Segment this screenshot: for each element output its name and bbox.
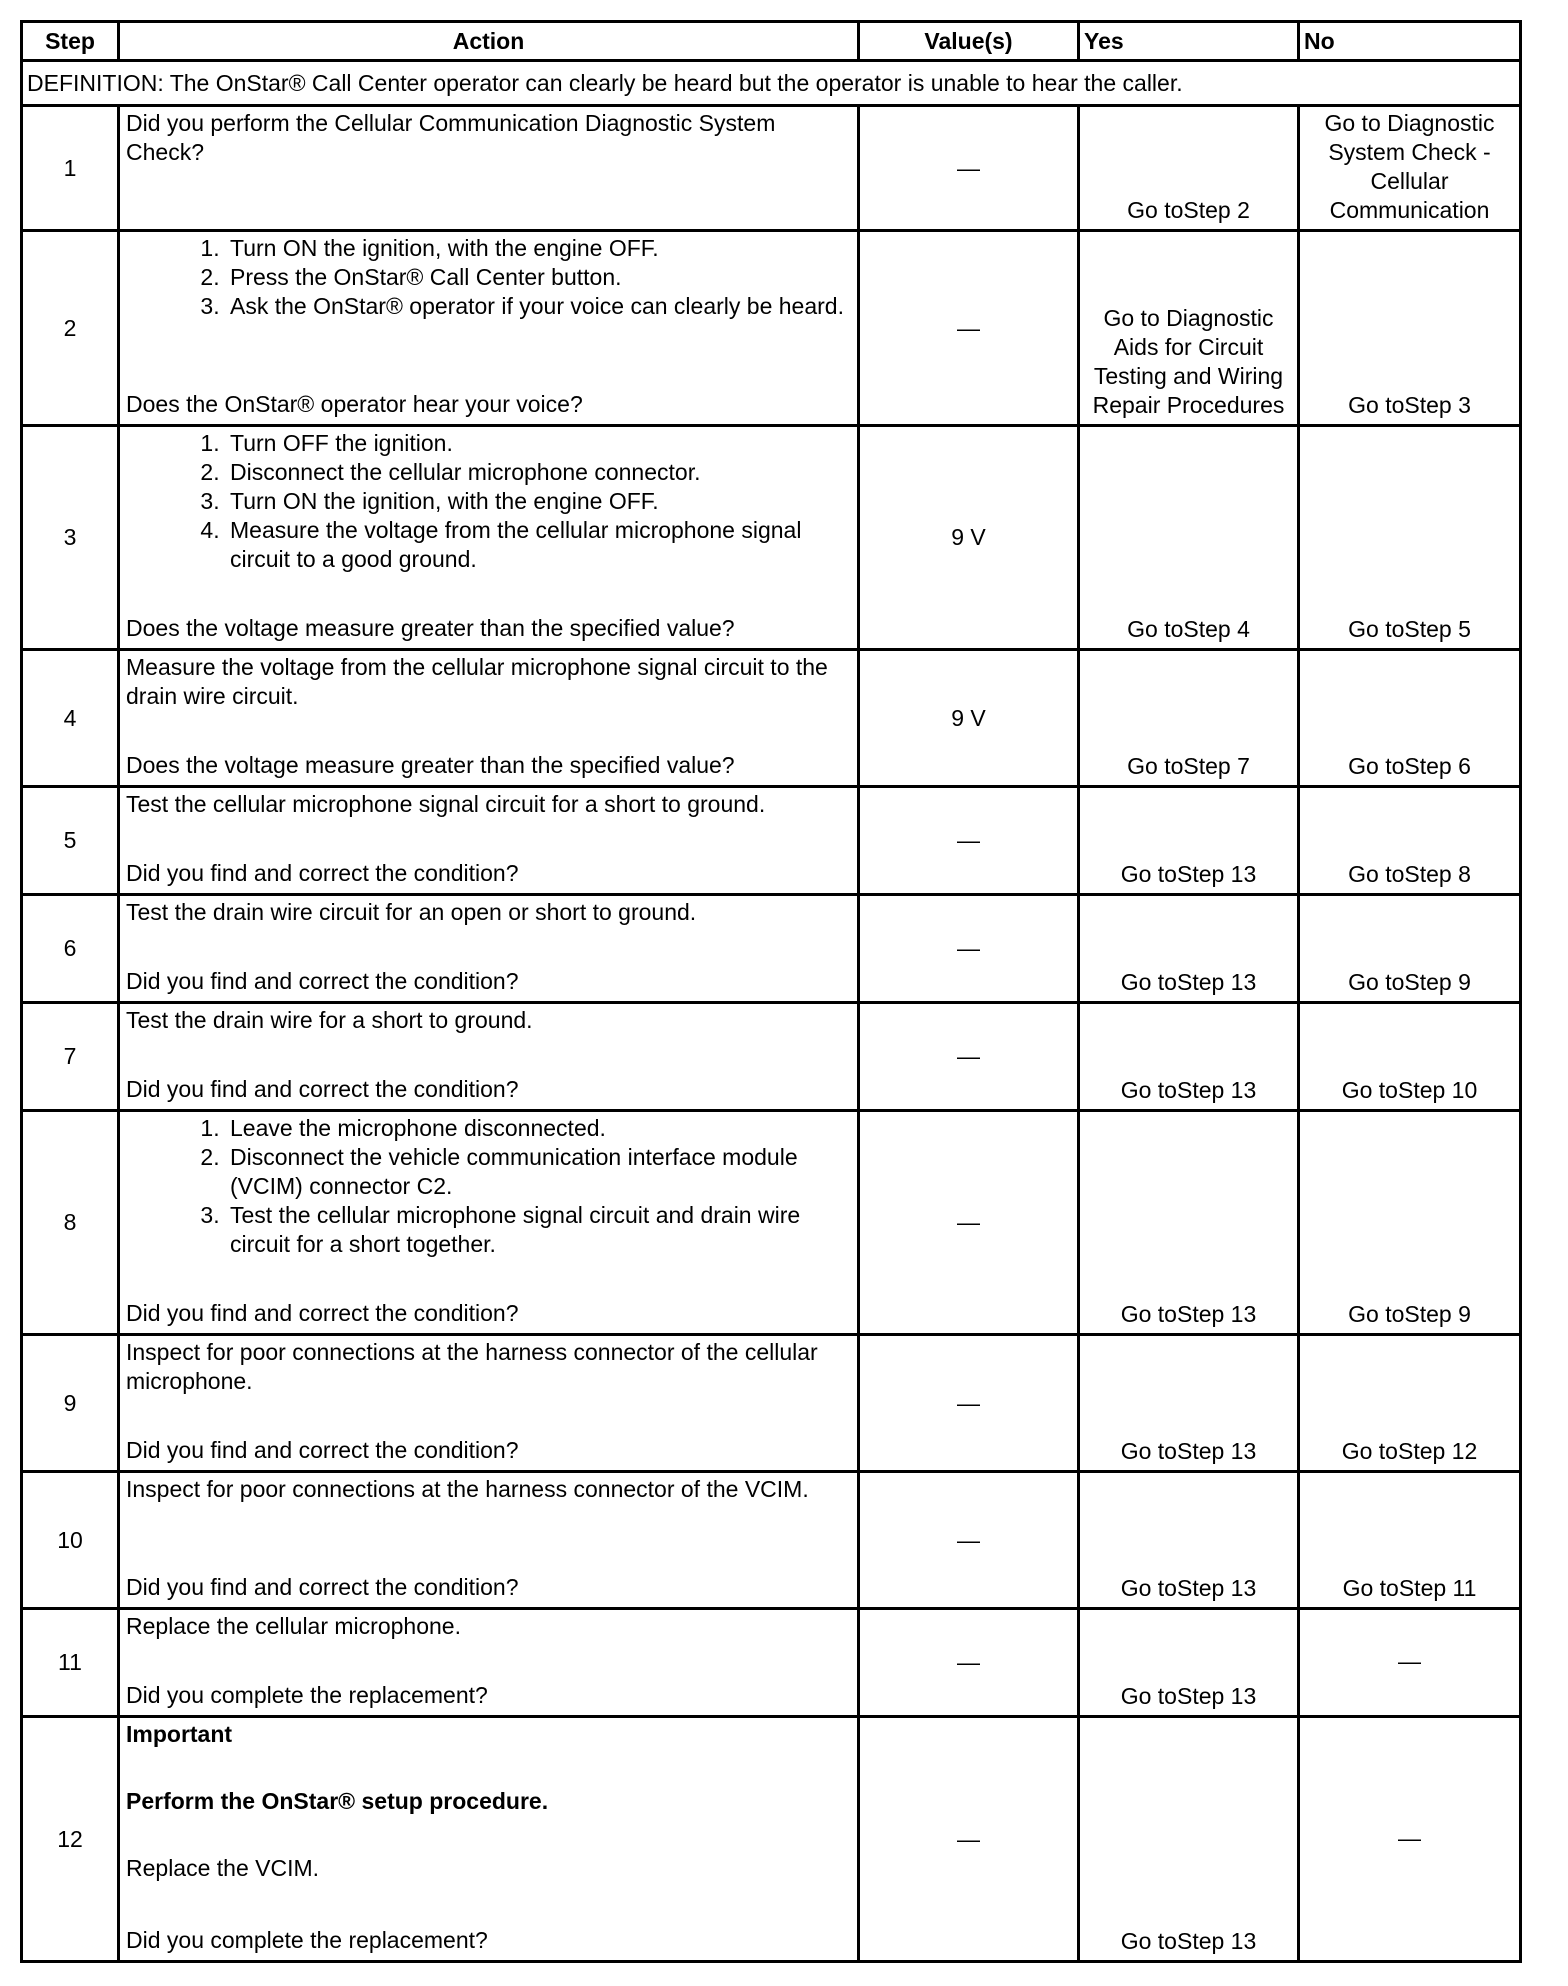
- action-text: Test the drain wire circuit for an open or short to ground.: [126, 899, 697, 925]
- value-cell: —: [859, 1335, 1079, 1472]
- action-cell: [119, 787, 859, 895]
- no-cell: —: [1299, 1609, 1521, 1717]
- important-text: Perform the OnStar® setup procedure.: [126, 1788, 549, 1814]
- step-number: 11: [22, 1609, 119, 1717]
- table-row: [22, 1472, 1521, 1609]
- action-text: Replace the VCIM.: [126, 1855, 320, 1881]
- table-row: [22, 1111, 1521, 1335]
- action-cell: [119, 895, 859, 1003]
- step-number: 6: [22, 895, 119, 1003]
- no-cell: Go toStep 3: [1299, 231, 1521, 426]
- step-number: 4: [22, 650, 119, 787]
- action-cell: [119, 1111, 859, 1335]
- value-cell: —: [859, 1609, 1079, 1717]
- important-label: Important: [126, 1721, 233, 1747]
- step-number: 9: [22, 1335, 119, 1472]
- list-item: 3. Turn ON the ignition, with the engine OFF.: [226, 487, 851, 516]
- value-cell: —: [859, 1472, 1079, 1609]
- list-item: 2. Disconnect the cellular microphone connector.: [226, 458, 851, 487]
- no-cell: Go toStep 5: [1299, 426, 1521, 650]
- list-item: 3. Ask the OnStar® operator if your voice can clearly be heard.: [226, 292, 851, 321]
- value-cell: —: [859, 106, 1079, 231]
- table-row: [22, 650, 1521, 787]
- table-row: [22, 426, 1521, 650]
- action-text: Inspect for poor connections at the harness connector of the VCIM.: [126, 1476, 809, 1502]
- action-question: Did you find and correct the condition?: [126, 1300, 519, 1326]
- action-question: Did you complete the replacement?: [126, 1682, 488, 1708]
- diagnostic-table: [20, 20, 1522, 1963]
- header-action: Action: [119, 22, 859, 61]
- yes-cell: Go toStep 13: [1079, 1717, 1299, 1962]
- no-cell: Go toStep 6: [1299, 650, 1521, 787]
- action-cell: [119, 650, 859, 787]
- action-question: Did you find and correct the condition?: [126, 1574, 519, 1600]
- step-number: 8: [22, 1111, 119, 1335]
- value-cell: —: [859, 1111, 1079, 1335]
- value-cell: —: [859, 1003, 1079, 1111]
- action-text: Measure the voltage from the cellular microphone signal circuit to the drain wire circuit.: [126, 654, 828, 709]
- value-cell: —: [859, 787, 1079, 895]
- list-item: 3. Test the cellular microphone signal circuit and drain wire circuit for a short together.: [226, 1201, 851, 1259]
- action-cell: [119, 1609, 859, 1717]
- no-cell: Go toStep 9: [1299, 1111, 1521, 1335]
- value-cell: —: [859, 895, 1079, 1003]
- step-number: 10: [22, 1472, 119, 1609]
- step-number: 12: [22, 1717, 119, 1962]
- header-row: [22, 22, 1521, 61]
- list-item: 1. Turn OFF the ignition.: [226, 429, 851, 458]
- value-cell: —: [859, 231, 1079, 426]
- table-row: [22, 106, 1521, 231]
- table-row: [22, 895, 1521, 1003]
- step-number: 7: [22, 1003, 119, 1111]
- definition-text: DEFINITION: The OnStar® Call Center operator can clearly be heard but the operator is unable to hear the caller.: [22, 61, 1521, 106]
- yes-cell: Go toStep 13: [1079, 1609, 1299, 1717]
- yes-cell: Go toStep 13: [1079, 1111, 1299, 1335]
- header-yes: Yes: [1079, 22, 1299, 61]
- list-item: 4. Measure the voltage from the cellular microphone signal circuit to a good ground.: [226, 516, 851, 574]
- yes-cell: Go toStep 13: [1079, 1003, 1299, 1111]
- no-cell: Go toStep 9: [1299, 895, 1521, 1003]
- header-values: Value(s): [859, 22, 1079, 61]
- action-cell: [119, 106, 859, 231]
- action-question: Does the OnStar® operator hear your voice?: [126, 391, 583, 417]
- table-row: [22, 231, 1521, 426]
- step-number: 3: [22, 426, 119, 650]
- step-number: 2: [22, 231, 119, 426]
- action-question: Did you find and correct the condition?: [126, 968, 519, 994]
- action-list: [126, 234, 851, 321]
- yes-cell: Go toStep 2: [1079, 106, 1299, 231]
- action-text: Replace the cellular microphone.: [126, 1613, 461, 1639]
- no-cell: Go toStep 12: [1299, 1335, 1521, 1472]
- action-list: [126, 429, 851, 574]
- yes-cell: Go toStep 13: [1079, 895, 1299, 1003]
- no-cell: Go toStep 8: [1299, 787, 1521, 895]
- action-text: Test the drain wire for a short to ground.: [126, 1007, 533, 1033]
- action-question: Does the voltage measure greater than the specified value?: [126, 752, 735, 778]
- header-no: No: [1299, 22, 1521, 61]
- action-question: Did you find and correct the condition?: [126, 1076, 519, 1102]
- no-cell: Go to Diagnostic System Check - Cellular Communication: [1299, 106, 1521, 231]
- action-question: Did you find and correct the condition?: [126, 1437, 519, 1463]
- yes-cell: Go toStep 13: [1079, 787, 1299, 895]
- list-item: 1. Turn ON the ignition, with the engine OFF.: [226, 234, 851, 263]
- step-number: 1: [22, 106, 119, 231]
- list-item: 1. Leave the microphone disconnected.: [226, 1114, 851, 1143]
- action-cell: [119, 1003, 859, 1111]
- action-cell: [119, 1472, 859, 1609]
- action-cell: [119, 231, 859, 426]
- yes-cell: Go toStep 13: [1079, 1472, 1299, 1609]
- yes-cell: Go to Diagnostic Aids for Circuit Testing and Wiring Repair Procedures: [1079, 231, 1299, 426]
- value-cell: 9 V: [859, 650, 1079, 787]
- table-row: [22, 1335, 1521, 1472]
- action-cell: [119, 1335, 859, 1472]
- action-question: Did you find and correct the condition?: [126, 860, 519, 886]
- no-cell: Go toStep 10: [1299, 1003, 1521, 1111]
- action-cell: [119, 1717, 859, 1962]
- value-cell: —: [859, 1717, 1079, 1962]
- table-row: [22, 1003, 1521, 1111]
- table-row: [22, 787, 1521, 895]
- yes-cell: Go toStep 13: [1079, 1335, 1299, 1472]
- yes-cell: Go toStep 7: [1079, 650, 1299, 787]
- action-text: Test the cellular microphone signal circuit for a short to ground.: [126, 791, 766, 817]
- value-cell: 9 V: [859, 426, 1079, 650]
- table-row: [22, 1717, 1521, 1962]
- action-list: [126, 1114, 851, 1259]
- action-text: Did you perform the Cellular Communication Diagnostic System Check?: [126, 110, 776, 165]
- action-question: Did you complete the replacement?: [126, 1927, 488, 1953]
- table-row: [22, 1609, 1521, 1717]
- yes-cell: Go toStep 4: [1079, 426, 1299, 650]
- list-item: 2. Disconnect the vehicle communication interface module (VCIM) connector C2.: [226, 1143, 851, 1201]
- definition-row: [22, 61, 1521, 106]
- no-cell: Go toStep 11: [1299, 1472, 1521, 1609]
- header-step: Step: [22, 22, 119, 61]
- action-question: Does the voltage measure greater than the specified value?: [126, 615, 735, 641]
- no-cell: —: [1299, 1717, 1521, 1962]
- list-item: 2. Press the OnStar® Call Center button.: [226, 263, 851, 292]
- action-cell: [119, 426, 859, 650]
- action-text: Inspect for poor connections at the harness connector of the cellular microphone.: [126, 1339, 818, 1394]
- step-number: 5: [22, 787, 119, 895]
